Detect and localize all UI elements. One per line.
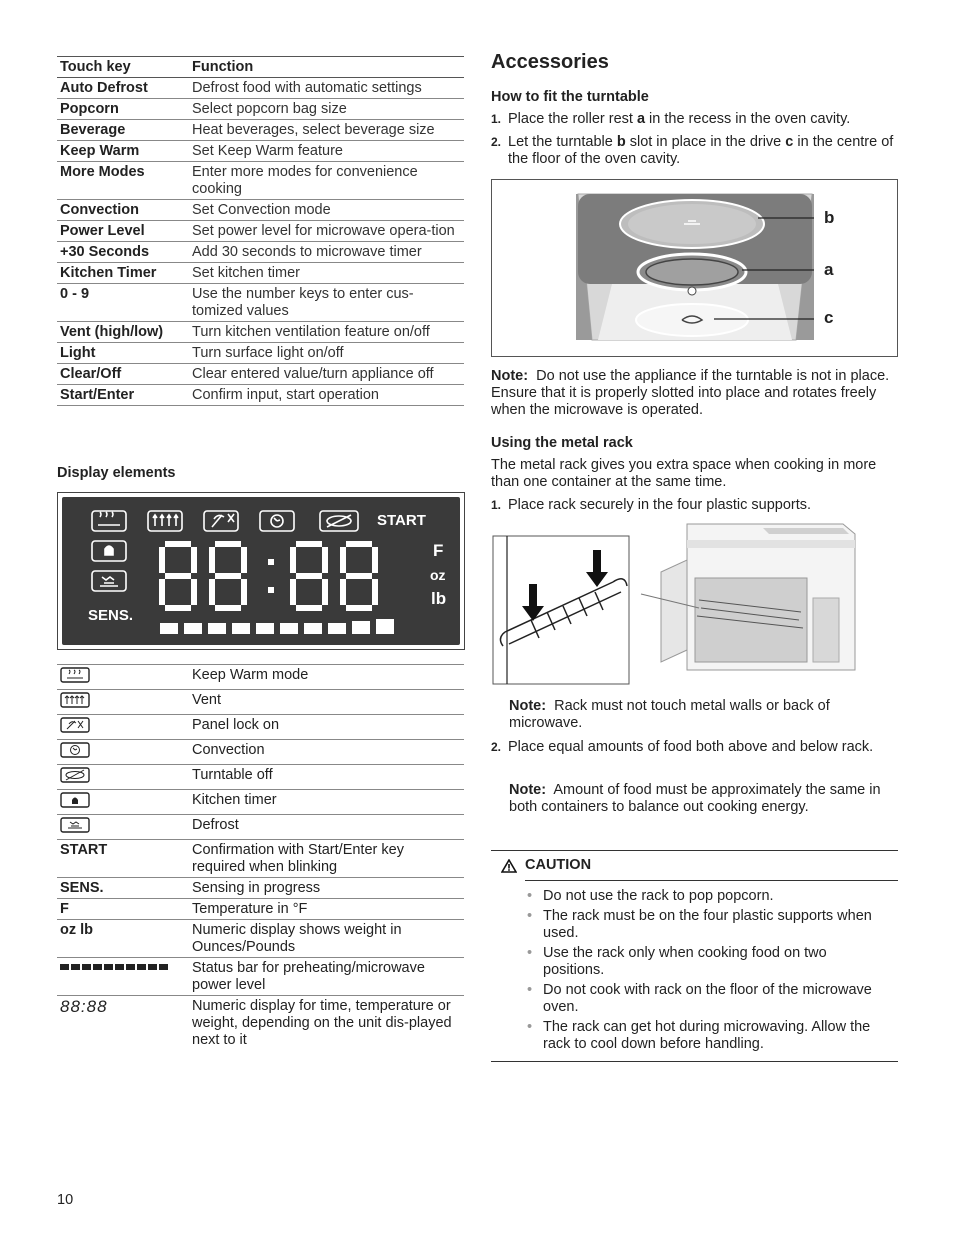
display-element-description: Kitchen timer bbox=[189, 790, 464, 815]
touch-key-row bbox=[57, 120, 464, 141]
seven-segment-digits bbox=[159, 541, 378, 611]
rack-note-1: Note: Rack must not touch metal walls or back of microwave. bbox=[509, 698, 830, 731]
caution-item: • Use the rack only when cooking food on two positions. bbox=[524, 945, 884, 979]
touch-key-name: 0 - 9 bbox=[57, 284, 189, 322]
caution-item: • Do not use the rack to pop popcorn. bbox=[524, 888, 884, 905]
display-element-description: Status bar for preheating/microwave power level bbox=[189, 958, 464, 996]
display-element-row bbox=[57, 920, 464, 958]
display-element-row bbox=[57, 878, 464, 899]
touch-key-function: Set Convection mode bbox=[189, 200, 464, 221]
display-element-description: Convection bbox=[189, 740, 464, 765]
touch-key-function: Enter more modes for convenience cooking bbox=[189, 162, 464, 200]
touch-key-row bbox=[57, 162, 464, 200]
touch-key-function: Use the number keys to enter cus-tomized values bbox=[189, 284, 464, 322]
touch-key-function: Set Keep Warm feature bbox=[189, 141, 464, 162]
caution-item: • The rack must be on the four plastic supports when used. bbox=[524, 908, 884, 942]
display-element-row bbox=[57, 715, 464, 740]
vent-icon bbox=[148, 511, 182, 531]
display-element-description: Confirmation with Start/Enter key required when blinking bbox=[189, 840, 464, 878]
display-element-row bbox=[57, 996, 464, 1051]
touch-key-header: Touch key bbox=[57, 57, 189, 78]
touch-key-name: Vent (high/low) bbox=[57, 322, 189, 343]
unit-lb-label: lb bbox=[431, 589, 447, 608]
display-element-description: Sensing in progress bbox=[189, 878, 464, 899]
touch-key-row bbox=[57, 221, 464, 242]
turntable-figure bbox=[491, 179, 898, 357]
touch-key-name: Keep Warm bbox=[57, 141, 189, 162]
display-element-description: Numeric display shows weight in Ounces/Pounds bbox=[189, 920, 464, 958]
display-element-row bbox=[57, 840, 464, 878]
status-bar-icon bbox=[57, 958, 189, 996]
turntable-heading: How to fit the turntable bbox=[491, 89, 649, 105]
touch-key-row bbox=[57, 78, 464, 99]
turntable-off-icon bbox=[57, 765, 189, 790]
display-element-row bbox=[57, 958, 464, 996]
touch-key-function: Heat beverages, select beverage size bbox=[189, 120, 464, 141]
touch-key-row bbox=[57, 242, 464, 263]
display-element-key: START bbox=[57, 840, 189, 878]
touch-key-row bbox=[57, 385, 464, 406]
display-element-description: Panel lock on bbox=[189, 715, 464, 740]
touch-key-function: Confirm input, start operation bbox=[189, 385, 464, 406]
function-header: Function bbox=[189, 57, 464, 78]
touch-key-function: Set power level for microwave opera-tion bbox=[189, 221, 464, 242]
defrost-icon bbox=[92, 571, 126, 591]
unit-f-label: F bbox=[433, 541, 444, 560]
label-b: b bbox=[824, 208, 835, 227]
rack-note-2: Note: Amount of food must be approximately the same in both containers to balance out cooking energy. bbox=[509, 782, 881, 815]
display-element-key: F bbox=[57, 899, 189, 920]
defrost-icon bbox=[57, 815, 189, 840]
touch-key-row bbox=[57, 364, 464, 385]
touch-key-row bbox=[57, 141, 464, 162]
sens-label: SENS. bbox=[88, 607, 134, 624]
rack-heading: Using the metal rack bbox=[491, 435, 633, 451]
touch-key-function: Turn kitchen ventilation feature on/off bbox=[189, 322, 464, 343]
turntable-illustration bbox=[492, 180, 897, 356]
vent-icon bbox=[57, 690, 189, 715]
display-element-description: Turntable off bbox=[189, 765, 464, 790]
caution-box bbox=[491, 850, 898, 1062]
touch-key-row bbox=[57, 284, 464, 322]
turntable-steps bbox=[491, 111, 898, 174]
kitchen-timer-icon bbox=[57, 790, 189, 815]
touch-key-row bbox=[57, 343, 464, 364]
numeric-display-label: 88:88 bbox=[60, 997, 108, 1016]
display-element-row bbox=[57, 815, 464, 840]
touch-key-function: Set kitchen timer bbox=[189, 263, 464, 284]
display-element-row bbox=[57, 899, 464, 920]
turntable-note: Note: Do not use the appliance if the turntable is not in place. Ensure that it is properly slotted into place and rotates freely when the microwave is operated. bbox=[491, 368, 890, 418]
display-elements-table bbox=[57, 664, 464, 1050]
keep-warm-icon bbox=[92, 511, 126, 531]
caution-title: CAUTION bbox=[525, 857, 592, 873]
touch-key-function: Turn surface light on/off bbox=[189, 343, 464, 364]
touch-key-function: Defrost food with automatic settings bbox=[189, 78, 464, 99]
touch-key-name: Auto Defrost bbox=[57, 78, 189, 99]
touch-key-name: More Modes bbox=[57, 162, 189, 200]
rack-illustration bbox=[491, 520, 898, 690]
rack-figure bbox=[491, 520, 898, 690]
touch-key-table bbox=[57, 56, 464, 406]
numeric-display-symbol bbox=[57, 996, 189, 1051]
display-element-description: Keep Warm mode bbox=[189, 665, 464, 690]
touch-key-name: Popcorn bbox=[57, 99, 189, 120]
page-number: 10 bbox=[57, 1192, 74, 1208]
caution-item: • Do not cook with rack on the floor of the microwave oven. bbox=[524, 982, 884, 1016]
caution-item: • The rack can get hot during microwaving. Allow the rack to cool down before handling. bbox=[524, 1019, 884, 1053]
display-elements-heading: Display elements bbox=[57, 465, 176, 481]
display-element-row bbox=[57, 690, 464, 715]
touch-key-name: Convection bbox=[57, 200, 189, 221]
touch-key-function: Clear entered value/turn appliance off bbox=[189, 364, 464, 385]
touch-key-name: Beverage bbox=[57, 120, 189, 141]
touch-key-function: Select popcorn bag size bbox=[189, 99, 464, 120]
touch-key-name: +30 Seconds bbox=[57, 242, 189, 263]
display-element-key: oz lb bbox=[57, 920, 189, 958]
convection-icon bbox=[57, 740, 189, 765]
status-bar-icon bbox=[160, 619, 394, 634]
touch-key-name: Kitchen Timer bbox=[57, 263, 189, 284]
display-element-row bbox=[57, 765, 464, 790]
touch-key-row bbox=[57, 263, 464, 284]
touch-key-row bbox=[57, 322, 464, 343]
display-element-description: Numeric display for time, temperature or weight, depending on the unit dis-played next to it bbox=[189, 996, 464, 1051]
turntable-step-1: 1. Place the roller rest a in the recess in the oven cavity. bbox=[491, 111, 851, 127]
display-element-row bbox=[57, 740, 464, 765]
touch-key-name: Start/Enter bbox=[57, 385, 189, 406]
warning-triangle-icon bbox=[501, 859, 517, 873]
display-element-row bbox=[57, 665, 464, 690]
display-panel-figure bbox=[57, 492, 465, 650]
touch-key-name: Light bbox=[57, 343, 189, 364]
turntable-step-2: 2. Let the turntable b slot in place in the drive c in the centre of the floor of the oven cavity. bbox=[491, 134, 894, 167]
touch-key-function: Add 30 seconds to microwave timer bbox=[189, 242, 464, 263]
rack-step-2: 2. Place equal amounts of food both above and below rack. bbox=[491, 739, 874, 755]
rack-intro: The metal rack gives you extra space when cooking in more than one container at the same time. bbox=[491, 457, 877, 490]
touch-key-row bbox=[57, 200, 464, 221]
accessories-title: Accessories bbox=[491, 51, 609, 73]
keep-warm-icon bbox=[57, 665, 189, 690]
touch-key-row bbox=[57, 99, 464, 120]
start-label: START bbox=[377, 512, 426, 529]
label-a: a bbox=[824, 260, 834, 279]
touch-key-name: Power Level bbox=[57, 221, 189, 242]
display-element-key: SENS. bbox=[57, 878, 189, 899]
touch-key-name: Clear/Off bbox=[57, 364, 189, 385]
display-element-row bbox=[57, 790, 464, 815]
caution-list bbox=[524, 888, 884, 1053]
unit-oz-label: oz bbox=[430, 567, 446, 583]
display-element-description: Defrost bbox=[189, 815, 464, 840]
label-c: c bbox=[824, 308, 834, 327]
panel-lock-icon bbox=[57, 715, 189, 740]
display-element-description: Vent bbox=[189, 690, 464, 715]
display-element-description: Temperature in °F bbox=[189, 899, 464, 920]
rack-step-1: 1. Place rack securely in the four plastic supports. bbox=[491, 497, 812, 513]
